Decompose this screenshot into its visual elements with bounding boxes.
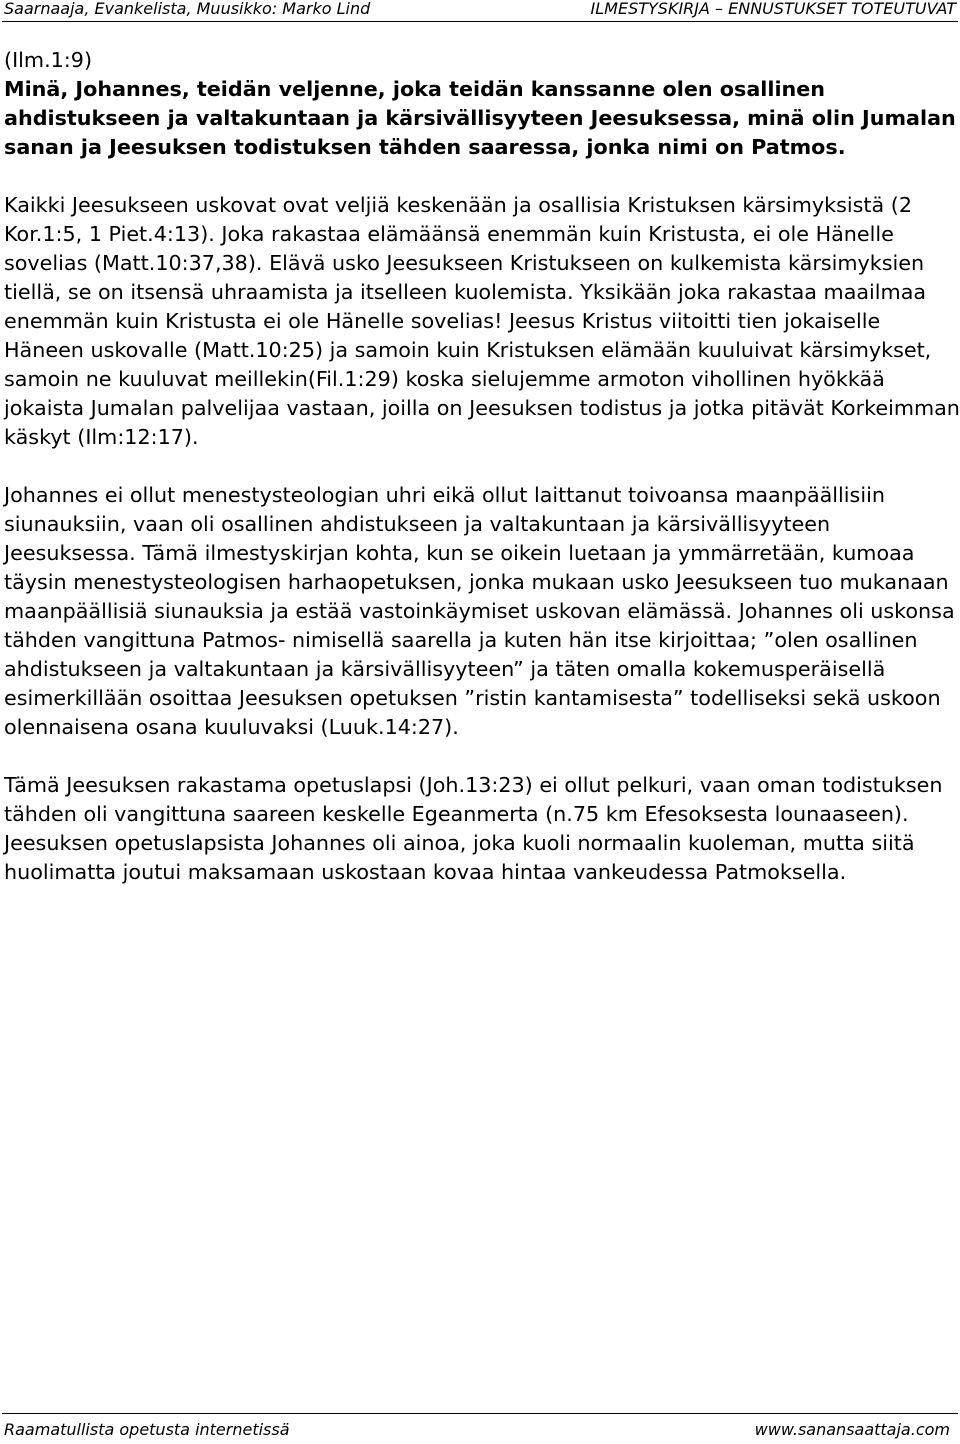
paragraph-1: Kaikki Jeesukseen uskovat ovat veljiä keskenään ja osallisia Kristuksen kärsimyksistä (2 Kor.1:5, 1 Piet.4:13). Joka rakastaa elämäänsä enemmän kuin Kristusta, ei ole Hänelle sovelias (Matt.10:37,38). Elävä usko Jeesukseen Kristukseen on kulkemista kärsimyksien tiellä, se on itsensä uhraamista ja itselleen kuolemista. Yksikään joka rakastaa maailmaa enemmän kuin Kristusta ei ole Hänelle sovelias! Jeesus Kristus viitoitti tien jokaiselle Häneen uskovalle (Matt.10:25) ja samoin kuin Kristuksen elämään kuuluivat kärsimykset, samoin ne kuuluvat meillekin(Fil.1:29) koska sielujemme armoton vihollinen hyökkää jokaista Jumalan palvelijaa vastaan, joilla on Jeesuksen todistus ja jotka pitävät Korkeimman käskyt (Ilm:12:17). bbox=[4, 193, 960, 449]
document-body bbox=[4, 46, 960, 887]
paragraph-gap bbox=[4, 452, 960, 481]
paragraph-gap bbox=[4, 162, 960, 191]
verse-reference: (Ilm.1:9) bbox=[4, 48, 93, 72]
page-header bbox=[4, 0, 956, 20]
header-divider bbox=[2, 21, 958, 22]
verse-text: Minä, Johannes, teidän veljenne, joka teidän kanssanne olen osallinen ahdistukseen ja valtakuntaan ja kärsivällisyyteen Jeesuksessa, minä olin Jumalan sanan ja Jeesuksen todistuksen tähden saaressa, jonka nimi on Patmos. bbox=[4, 77, 956, 159]
paragraph-2: Johannes ei ollut menestysteologian uhri eikä ollut laittanut toivoansa maanpäällisiin siunauksiin, vaan oli osallinen ahdistukseen ja valtakuntaan ja kärsivällisyyteen Jeesuksessa. Tämä ilmestyskirjan kohta, kun se oikein luetaan ja ymmärretään, kumoaa täysin menestysteologisen harhaopetuksen, jonka mukaan usko Jeesukseen tuo mukanaan maanpäällisiä siunauksia ja estää vastoinkäymiset uskovan elämässä. Johannes oli uskonsa tähden vangittuna Patmos- nimisellä saarella ja kuten hän itse kirjoittaa; ”olen osallinen ahdistukseen ja valtakuntaan ja kärsivällisyyteen” ja täten omalla kokemusperäisellä esimerkillään osoittaa Jeesuksen opetuksen ”ristin kantamisesta” todelliseksi sekä uskoon olennaisena osana kuuluvaksi (Luuk.14:27). bbox=[4, 483, 955, 739]
paragraph-3: Tämä Jeesuksen rakastama opetuslapsi (Joh.13:23) ei ollut pelkuri, vaan oman todistuksen tähden oli vangittuna saareen keskelle Egeanmerta (n.75 km Efesoksesta lounaaseen). Jeesuksen opetuslapsista Johannes oli ainoa, joka kuoli normaalin kuoleman, mutta siitä huolimatta joutui maksamaan uskostaan kovaa hintaa vankeudessa Patmoksella. bbox=[4, 773, 943, 884]
footer-tagline: Raamatullista opetusta internetissä bbox=[4, 1420, 290, 1439]
header-author: Saarnaaja, Evankelista, Muusikko: Marko Lind bbox=[4, 0, 371, 18]
paragraph-gap bbox=[4, 742, 960, 771]
page-footer bbox=[4, 1420, 950, 1442]
footer-divider bbox=[2, 1413, 958, 1414]
footer-website-link[interactable]: www.sanansaattaja.com bbox=[754, 1420, 950, 1439]
header-book-title: ILMESTYSKIRJA – ENNUSTUKSET TOTEUTUVAT bbox=[590, 0, 956, 18]
